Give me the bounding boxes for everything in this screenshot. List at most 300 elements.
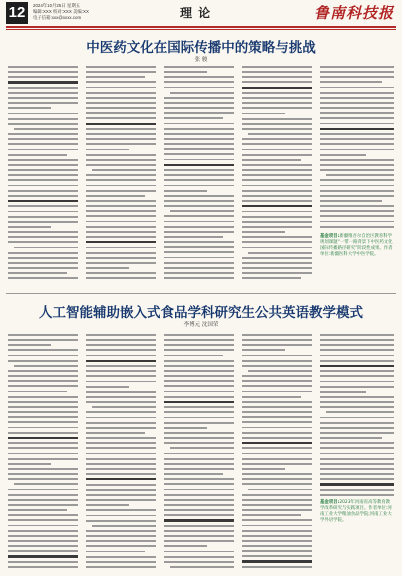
text-line [248,252,312,254]
article2-funding-note [320,500,394,524]
text-line [242,483,312,485]
issue-meta [33,3,89,21]
text-line [242,458,312,460]
text-line [8,200,78,202]
text-line [86,375,156,377]
text-line [86,370,156,372]
text-line [242,509,312,511]
text-line [242,344,312,346]
text-line [242,396,301,398]
article1-funding-note [320,234,394,258]
text-line [8,555,78,557]
text-line [242,262,312,264]
text-line [242,143,312,145]
text-line [8,525,78,527]
text-line [320,370,394,372]
text-line [86,247,156,249]
text-line [86,277,156,279]
text-line [164,339,234,341]
text-line [8,478,78,480]
text-line [242,550,312,552]
text-line [164,164,234,166]
text-line [86,200,156,202]
text-line [14,128,78,130]
text-line [242,463,312,465]
text-line [164,514,234,516]
email-line: 电子信箱:xxx@xxxx.com [33,15,82,20]
text-line [164,432,234,434]
text-line [164,525,234,527]
text-line [164,453,234,455]
text-line [86,422,156,424]
text-line [320,447,394,449]
text-line [8,535,78,537]
text-line [8,102,78,104]
text-line [242,236,312,238]
text-line [8,463,51,465]
text-line [242,226,312,228]
text-line [86,515,156,517]
text-line [320,473,394,475]
article2-column-5 [320,334,394,499]
text-line [242,66,312,68]
text-line [8,241,78,243]
article1-title: 中医药文化在国际传播中的策略与挑战 [86,40,316,56]
text-line [86,530,156,532]
text-line [86,566,156,568]
text-line [320,149,394,151]
text-line [164,422,234,424]
text-line [170,447,234,449]
text-line [164,267,234,269]
text-line [164,344,234,346]
text-line [164,117,223,119]
text-line [86,210,156,212]
text-line [8,339,78,341]
text-line [86,463,156,465]
text-line [242,514,301,516]
text-line [320,437,382,439]
text-line [320,169,394,171]
text-line [242,216,312,218]
text-line [242,385,312,387]
text-line [164,504,234,506]
text-line [8,97,78,99]
article2-author: 李博元 沈国荣 [183,322,219,328]
text-line [320,179,394,181]
text-line [164,112,234,114]
text-line [86,355,156,357]
text-line [248,489,312,491]
text-line [164,215,234,217]
text-line [86,545,156,547]
text-line [86,133,156,135]
text-line [242,272,312,274]
text-line [8,385,78,387]
header-rule [6,26,396,28]
text-line [8,396,78,398]
text-line [164,272,234,274]
text-line [8,174,78,176]
text-line [86,334,156,336]
text-line [320,97,394,99]
text-line [242,468,285,470]
text-line [242,71,312,73]
text-line [164,396,234,398]
text-line [242,499,312,501]
text-line [164,540,234,542]
text-line [242,97,312,99]
text-line [326,174,394,176]
text-line [8,71,78,73]
text-line [320,360,394,362]
text-line [164,427,207,429]
text-line [320,164,394,166]
text-line [242,525,312,527]
text-line [86,478,156,480]
text-line [320,71,394,73]
text-line [242,195,312,197]
text-line [164,334,234,336]
text-line [320,143,394,145]
text-line [8,530,78,532]
text-line [164,159,234,161]
text-line [86,509,156,511]
text-line [8,514,78,516]
text-line [164,509,234,511]
text-line [164,102,234,104]
text-line [320,138,394,140]
text-line [92,169,156,171]
text-line [320,81,382,83]
text-line [164,128,234,130]
text-line [164,251,234,253]
text-line [164,561,234,563]
text-line [320,339,394,341]
text-line [320,463,394,465]
text-line [8,76,78,78]
text-line [86,489,156,491]
text-line [320,221,394,223]
text-line [320,205,394,207]
text-line [14,247,78,249]
funding1-text: 新疆维吾尔自治区教育科学规划课题“一带一路背景下中医药文化国际传播路径研究”阶段性成果。作者单位:新疆医科大学中医学院。 [320,234,393,257]
text-line [320,396,394,398]
text-line [248,133,312,135]
text-line [8,489,78,491]
text-line [86,504,129,506]
text-line [164,246,234,248]
text-line [164,200,234,202]
text-line [242,76,312,78]
text-line [164,530,234,532]
text-line [8,267,78,269]
text-line [242,169,312,171]
text-line [170,92,234,94]
text-line [320,349,394,351]
text-line [242,380,312,382]
text-line [242,406,312,408]
text-line [170,566,234,568]
text-line [86,159,156,161]
text-line [164,138,234,140]
text-line [242,211,312,213]
text-line [164,494,234,496]
text-line [242,164,312,166]
text-line [8,545,78,547]
text-line [242,107,312,109]
text-line [8,432,78,434]
text-line [320,195,394,197]
text-line [8,391,67,393]
text-line [242,179,312,181]
text-line [320,226,394,228]
text-line [86,427,156,429]
text-line [86,339,156,341]
text-line [164,556,234,558]
text-line [164,257,234,259]
text-line [86,76,145,78]
text-line [164,195,234,197]
text-line [8,221,78,223]
text-line [164,179,234,181]
text-line [320,453,394,455]
text-line [242,123,312,125]
text-line [164,468,234,470]
text-line [86,499,156,501]
text-line [86,149,129,151]
text-line [86,442,156,444]
text-line [164,545,207,547]
text-line [8,185,78,187]
text-line [320,87,394,89]
text-line [86,241,156,243]
text-line [86,231,156,233]
text-line [164,81,234,83]
text-line [8,375,78,377]
text-line [86,520,156,522]
text-line [164,221,234,223]
text-line [164,349,234,351]
text-line [242,138,312,140]
text-line [8,216,78,218]
article2-column-2 [86,334,156,571]
text-line [86,154,156,156]
header-rule-thin [6,29,396,30]
text-line [164,551,234,553]
text-line [8,504,78,506]
text-line [86,473,156,475]
text-line [86,391,156,393]
text-line [242,478,312,480]
text-line [8,355,78,357]
text-line [242,81,312,83]
text-line [86,92,156,94]
text-line [8,252,78,254]
text-line [242,334,312,336]
text-line [86,447,156,449]
text-line [320,344,394,346]
text-line [8,421,78,423]
text-line [320,365,394,367]
text-line [8,349,78,351]
text-line [86,164,156,166]
text-line [242,200,312,202]
text-line [242,267,312,269]
text-line [8,344,51,346]
text-line [8,272,67,274]
text-line [248,370,312,372]
funding2-label: 基金项目: [320,500,340,505]
text-line [320,432,394,434]
text-line [86,349,156,351]
text-line [242,149,312,151]
text-line [164,365,234,367]
text-line [8,195,78,197]
text-line [242,247,312,249]
text-line [86,396,156,398]
text-line [8,211,78,213]
text-line [86,556,156,558]
article2-column-1 [8,334,78,571]
text-line [86,365,156,367]
text-line [320,489,394,491]
text-line [164,535,234,537]
text-line [164,380,234,382]
text-line [164,519,234,521]
text-line [326,411,394,413]
text-line [164,143,234,145]
text-line [86,81,156,83]
text-line [320,468,394,470]
page-number: 12 [6,2,28,24]
text-line [8,550,78,552]
text-line [86,236,156,238]
text-line [86,195,145,197]
text-line [242,92,312,94]
article1-author: 张 骏 [194,57,208,63]
text-line [242,545,312,547]
text-line [242,560,312,562]
text-line [164,231,234,233]
text-line [86,411,156,413]
text-line [86,215,156,217]
text-line [8,123,78,125]
text-line [242,159,301,161]
text-line [320,334,394,336]
text-line [8,442,78,444]
text-line [86,360,156,362]
text-line [320,458,394,460]
text-line [8,118,78,120]
text-line [86,535,156,537]
text-line [8,190,78,192]
text-line [320,154,366,156]
text-line [8,406,78,408]
text-line [170,210,234,212]
text-line [242,416,312,418]
date-line: 2024年10月25日 星期五 [33,3,81,8]
text-line [242,411,312,413]
text-line [164,417,234,419]
text-line [164,442,234,444]
text-line [8,427,78,429]
text-line [86,381,156,383]
text-line [242,453,312,455]
text-line [92,525,156,527]
text-line [86,112,156,114]
article2-title: 人工智能辅助嵌入式食品学科研究生公共英语教学模式 [39,305,363,321]
text-line [164,406,234,408]
text-line [86,262,156,264]
text-line [8,447,78,449]
text-line [242,555,312,557]
article-divider [6,293,396,294]
text-line [8,92,78,94]
text-line [164,226,234,228]
text-line [320,159,394,161]
text-line [86,344,156,346]
text-line [242,221,312,223]
text-line [86,226,156,228]
text-line [86,66,156,68]
text-line [242,566,312,568]
funding1-label: 基金项目: [320,234,340,239]
text-line [320,375,394,377]
text-line [242,102,312,104]
editor-line: 编辑:XXX 校对:XXX 美编:XX [33,9,89,14]
text-line [86,174,156,176]
text-line [86,561,156,563]
text-line [8,519,78,521]
text-line [164,463,234,465]
text-line [242,494,312,496]
text-line [242,154,312,156]
text-line [86,551,145,553]
text-line [8,81,78,83]
text-line [8,499,78,501]
text-line [242,185,312,187]
text-line [242,128,312,130]
text-line [8,437,78,439]
text-line [164,190,207,192]
text-line [320,112,394,114]
text-line [8,149,78,151]
text-line [14,365,78,367]
text-line [86,179,156,181]
article1-column-1 [8,66,78,283]
masthead-logo: 鲁南科技报 [313,4,394,22]
text-line [320,422,394,424]
text-line [164,489,234,491]
text-line [8,205,78,207]
text-line [8,262,78,264]
article2-column-3 [164,334,234,571]
text-line [320,391,366,393]
text-line [8,453,78,455]
text-line [164,473,223,475]
text-line [8,540,78,542]
text-line [164,355,223,357]
text-line [320,417,394,419]
text-line [164,66,234,68]
text-line [8,380,78,382]
text-line [8,87,78,89]
text-line [164,185,234,187]
text-line [8,107,51,109]
text-line [86,87,156,89]
text-line [86,143,156,145]
